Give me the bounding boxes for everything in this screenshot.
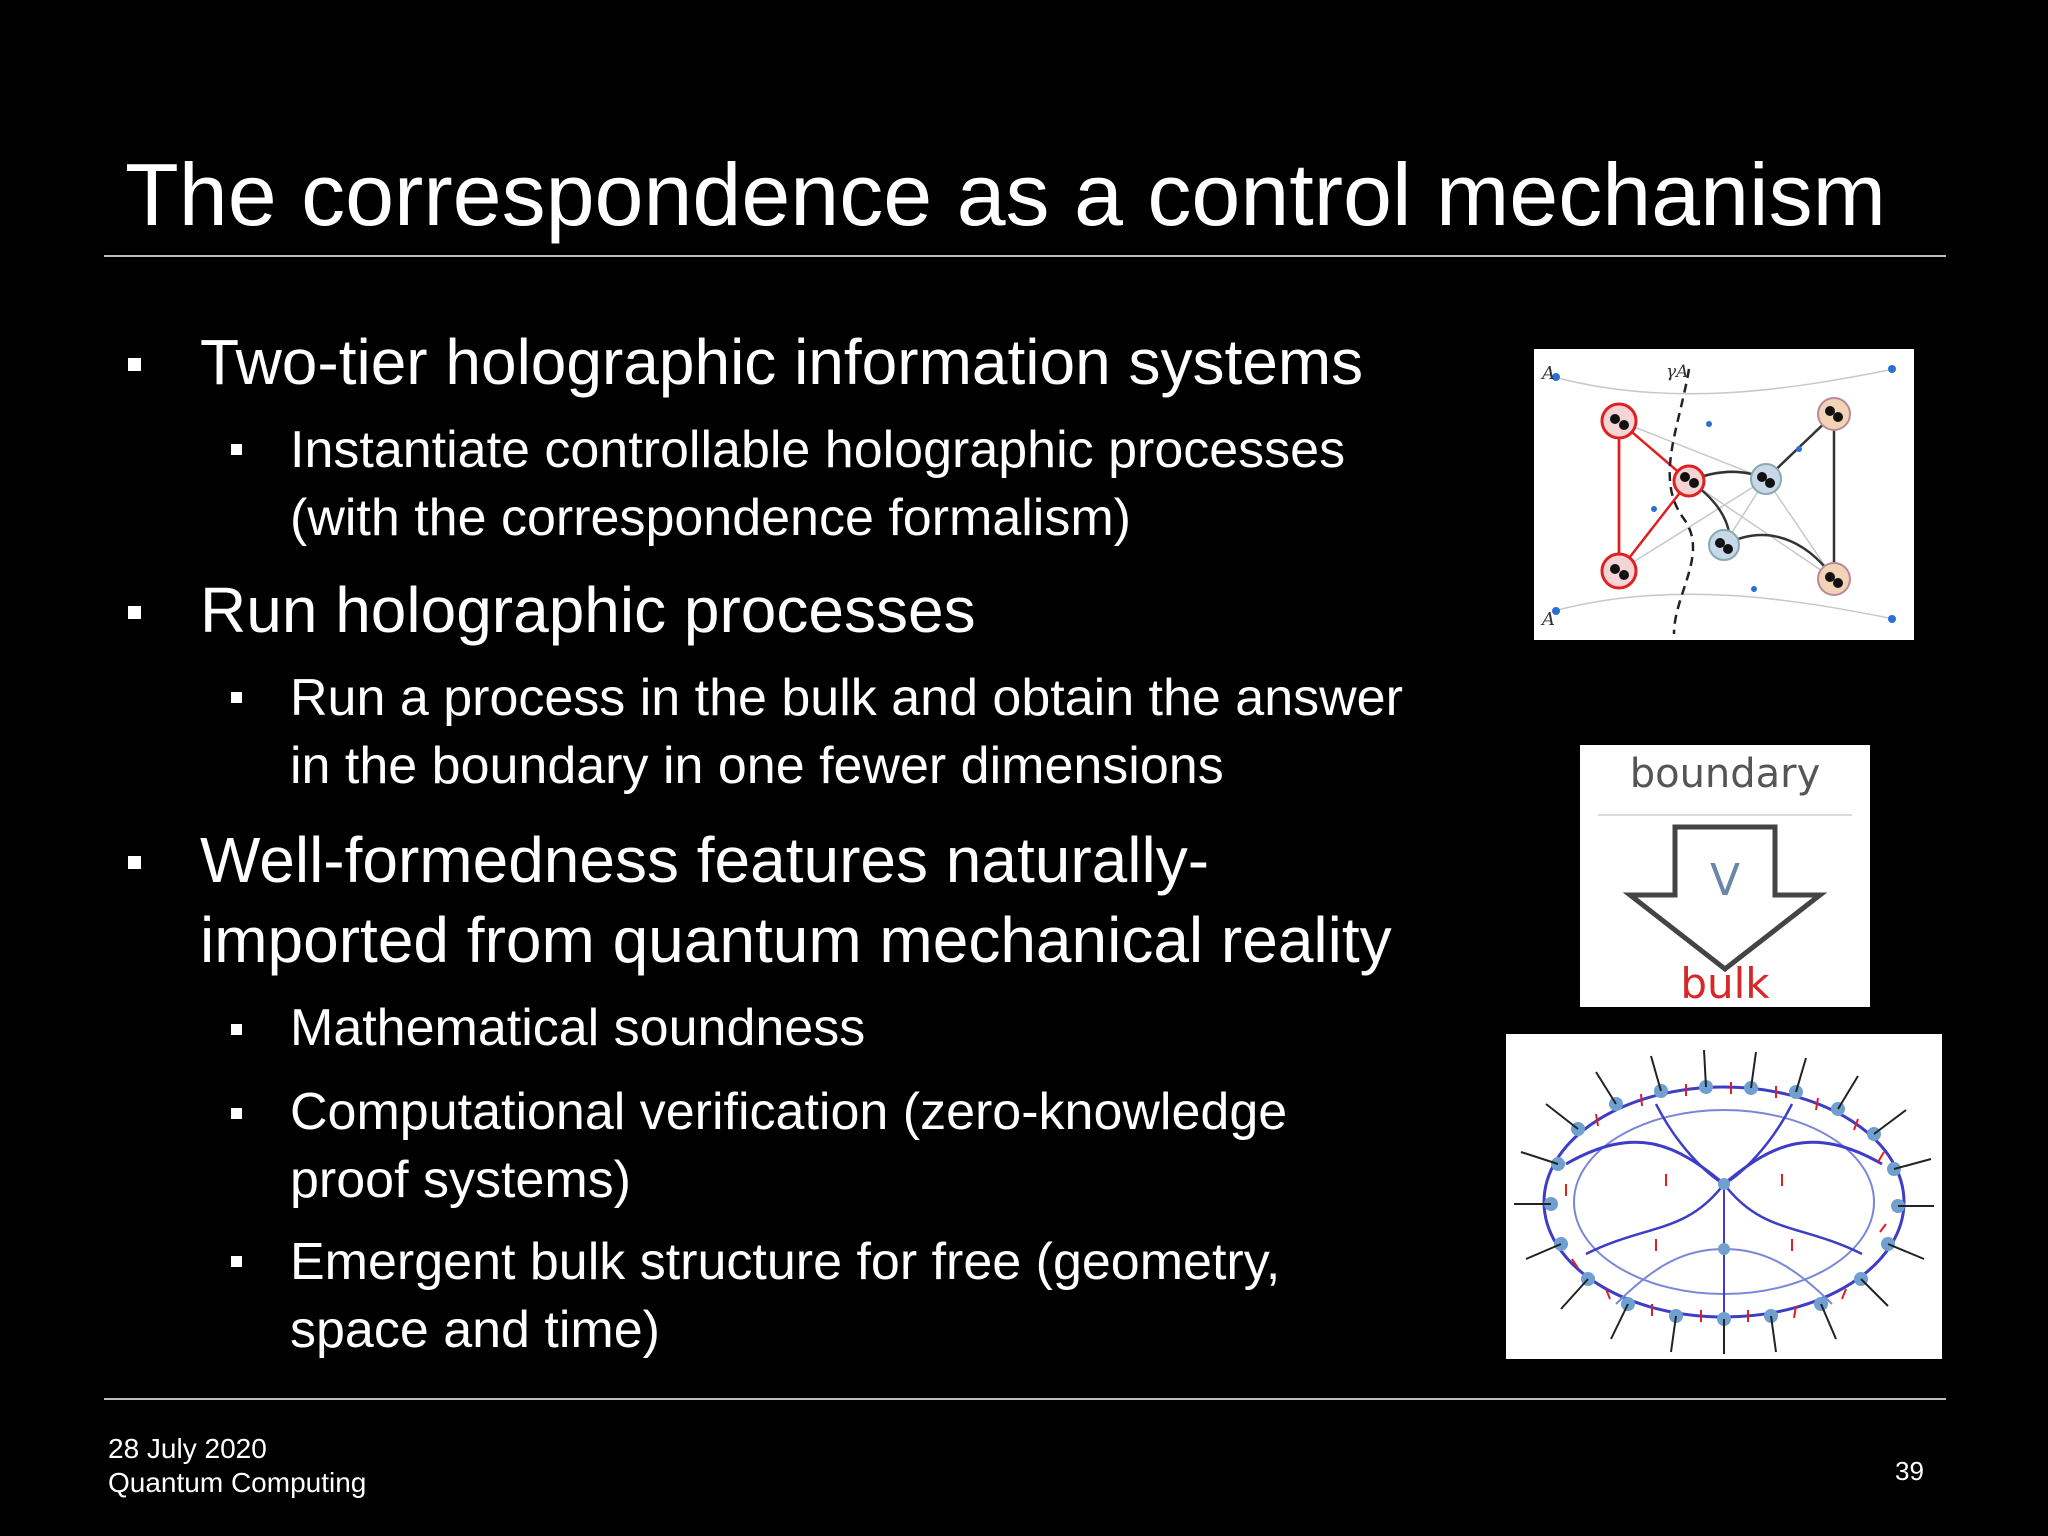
sub-bullet-marker (231, 444, 242, 455)
bullet-marker (128, 358, 141, 371)
sub-bullet-continuation: in the boundary in one fewer dimensions (290, 737, 1224, 795)
label-a-top: A (1542, 363, 1555, 384)
boundary-bulk-diagram (1580, 745, 1870, 1007)
tensor-network-diagram (1534, 349, 1914, 640)
hyperbolic-network-figure (1506, 1034, 1942, 1359)
sub-bullet-marker (231, 1108, 242, 1119)
bullet-item: Well-formedness features naturally- (200, 824, 1209, 896)
bullet-item: Run holographic processes (200, 574, 976, 646)
sub-bullet-item: Computational verification (zero-knowledge (290, 1083, 1288, 1141)
footer-date: 28 July 2020 (108, 1433, 267, 1464)
bullet-marker (128, 856, 141, 869)
arrow-v-label: V (1709, 855, 1741, 906)
bullet-continuation: imported from quantum mechanical reality (200, 904, 1392, 976)
sub-bullet-marker (231, 1024, 242, 1035)
bullet-marker (128, 606, 141, 619)
sub-bullet-marker (231, 692, 242, 703)
page-number: 39 (1895, 1456, 1924, 1486)
sub-bullet-item: Emergent bulk structure for free (geometry, (290, 1233, 1281, 1291)
sub-bullet-continuation: (with the correspondence formalism) (290, 489, 1131, 547)
hyperbolic-network-diagram (1506, 1034, 1942, 1359)
title-divider (104, 255, 1946, 257)
label-a-bottom: A (1542, 609, 1555, 630)
label-gamma-a: γA (1666, 362, 1689, 382)
boundary-bulk-figure (1580, 745, 1870, 1007)
sub-bullet-marker (231, 1256, 242, 1267)
slide-title: The correspondence as a control mechanism (125, 145, 1886, 244)
boundary-label: boundary (1629, 751, 1821, 797)
sub-bullet-item: Run a process in the bulk and obtain the answer (290, 669, 1403, 727)
footer-course: Quantum Computing (108, 1467, 367, 1498)
sub-bullet-item: Mathematical soundness (290, 999, 866, 1057)
bulk-label: bulk (1680, 959, 1770, 1007)
sub-bullet-continuation: space and time) (290, 1301, 660, 1359)
sub-bullet-continuation: proof systems) (290, 1151, 631, 1209)
tensor-network-figure (1534, 349, 1914, 640)
bullet-item: Two-tier holographic information systems (200, 326, 1364, 398)
sub-bullet-item: Instantiate controllable holographic processes (290, 421, 1346, 479)
footer-divider (104, 1398, 1946, 1400)
